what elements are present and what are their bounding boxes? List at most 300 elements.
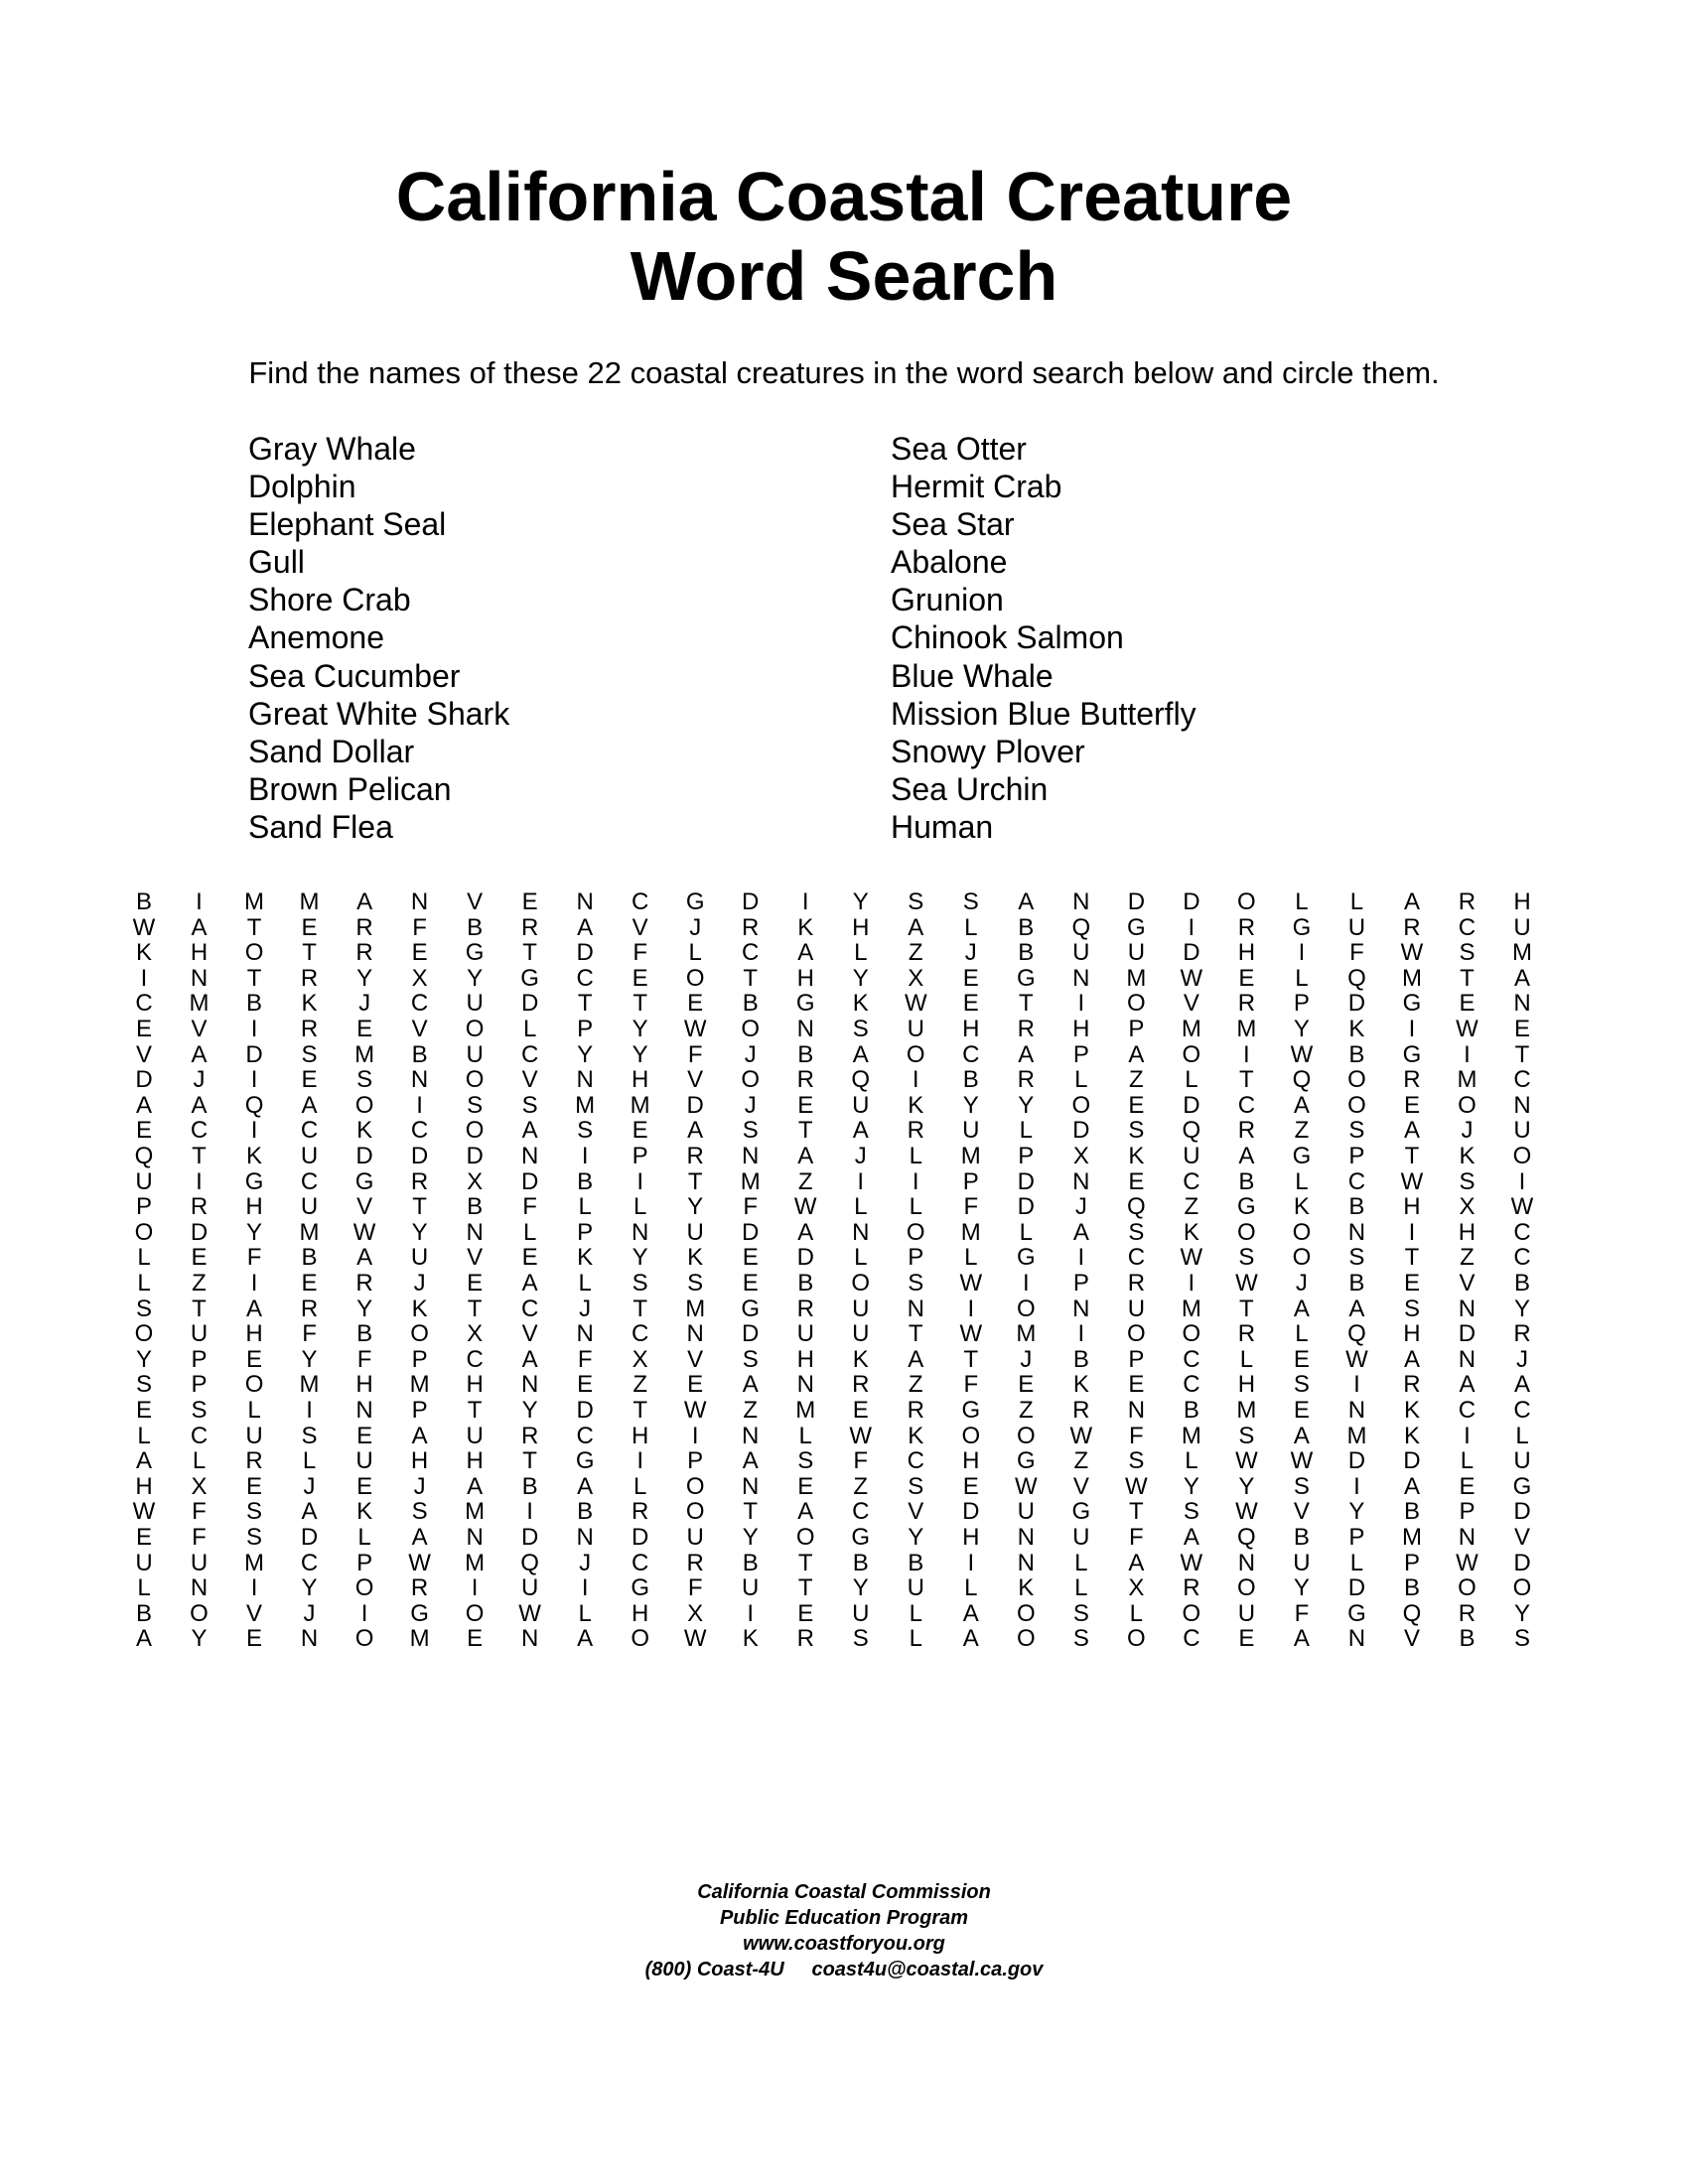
grid-letter: R [1237, 913, 1256, 941]
grid-letter: Y [577, 1040, 594, 1068]
grid-letter: O [1347, 1091, 1366, 1119]
grid-letter: Y [1018, 1091, 1035, 1119]
grid-letter: N [796, 1016, 814, 1042]
grid-letter: T [246, 964, 262, 992]
grid-letter: K [852, 1345, 869, 1373]
grid-letter: B [301, 1244, 318, 1272]
grid-letter: S [246, 1524, 263, 1551]
grid-letter: U [852, 1599, 870, 1627]
grid-letter: M [1401, 964, 1422, 992]
grid-letter: P [1403, 1549, 1420, 1576]
grid-letter: Y [632, 1016, 648, 1042]
grid-letter: S [135, 1295, 152, 1322]
grid-letter: S [356, 1066, 373, 1094]
grid-letter: C [576, 1422, 594, 1449]
grid-letter: R [1237, 990, 1256, 1018]
grid-letter: J [579, 1295, 592, 1322]
grid-letter: J [358, 990, 371, 1018]
grid-letter: W [1235, 1447, 1258, 1475]
grid-letter: G [851, 1524, 871, 1551]
grid-letter: P [411, 1345, 428, 1373]
grid-letter: O [1347, 1066, 1366, 1094]
grid-letter: T [302, 939, 317, 967]
grid-letter: A [962, 1625, 979, 1653]
grid-letter: M [1126, 964, 1147, 992]
grid-letter: I [1243, 1040, 1250, 1068]
footer-phone: (800) Coast-4U [644, 1959, 784, 1980]
grid-letter: O [1292, 1218, 1312, 1246]
word-item: Snowy Plover [891, 733, 1085, 769]
grid-letter: N [520, 1371, 539, 1399]
grid-letter: N [576, 888, 594, 915]
grid-letter: W [849, 1422, 873, 1449]
grid-letter: R [1458, 1599, 1477, 1627]
grid-letter: U [300, 1193, 319, 1221]
grid-letter: U [466, 1422, 484, 1449]
grid-letter: O [631, 1625, 649, 1653]
grid-letter: E [301, 1270, 318, 1297]
grid-letter: D [796, 1244, 814, 1272]
grid-letter: Y [356, 1295, 373, 1322]
grid-letter: P [1018, 1143, 1035, 1169]
grid-letter: A [135, 1091, 152, 1119]
grid-letter: A [797, 1218, 814, 1246]
footer-website: www.coastforyou.org [743, 1933, 945, 1955]
grid-letter: N [1458, 1295, 1477, 1322]
grid-letter: E [632, 964, 648, 992]
grid-letter: A [742, 1447, 759, 1475]
grid-letter: L [854, 1193, 868, 1221]
grid-letter: A [742, 1371, 759, 1399]
grid-letter: O [906, 1040, 925, 1068]
grid-letter: L [1129, 1599, 1144, 1627]
grid-letter: H [135, 1472, 153, 1500]
grid-letter: B [1018, 913, 1035, 941]
word-item: Brown Pelican [248, 770, 452, 807]
grid-letter: T [687, 1167, 703, 1195]
grid-letter: E [467, 1625, 484, 1653]
grid-letter: B [797, 1270, 814, 1297]
grid-letter: D [245, 1040, 263, 1068]
grid-letter: I [1464, 1422, 1471, 1449]
grid-letter: Y [852, 964, 869, 992]
grid-letter: U [742, 1574, 760, 1602]
grid-letter: R [355, 1270, 373, 1297]
grid-letter: O [1458, 1091, 1477, 1119]
grid-letter: Y [467, 964, 484, 992]
grid-letter: C [190, 1422, 209, 1449]
grid-letter: M [244, 888, 265, 915]
grid-letter: K [577, 1244, 594, 1272]
grid-letter: R [1237, 1320, 1256, 1348]
grid-letter: O [685, 1498, 705, 1526]
grid-letter: K [1403, 1422, 1420, 1449]
grid-letter: D [520, 1524, 539, 1551]
grid-letter: I [196, 1167, 203, 1195]
grid-letter: A [1348, 1295, 1365, 1322]
grid-letter: K [1128, 1143, 1145, 1169]
grid-letter: F [522, 1193, 537, 1221]
grid-letter: O [1458, 1574, 1477, 1602]
grid-letter: B [1403, 1498, 1420, 1526]
word-item: Sand Flea [248, 808, 393, 845]
grid-letter: X [411, 964, 428, 992]
grid-letter: T [908, 1320, 923, 1348]
grid-letter: Y [1348, 1498, 1365, 1526]
grid-letter: Z [1129, 1066, 1144, 1094]
grid-letter: S [908, 1270, 924, 1297]
grid-letter: U [1347, 913, 1366, 941]
grid-letter: Y [1513, 1599, 1530, 1627]
grid-letter: H [632, 1599, 649, 1627]
grid-letter: L [1295, 964, 1309, 992]
grid-letter: G [410, 1599, 429, 1627]
grid-letter: A [1018, 888, 1035, 915]
word-item: Grunion [891, 582, 1004, 618]
grid-letter: S [1128, 1218, 1145, 1246]
grid-letter: O [741, 1066, 761, 1094]
grid-letter: A [1403, 1117, 1420, 1145]
grid-letter: T [633, 990, 647, 1018]
grid-letter: M [465, 1549, 486, 1576]
grid-letter: B [1348, 1040, 1365, 1068]
grid-letter: A [797, 939, 814, 967]
grid-letter: N [190, 964, 209, 992]
grid-letter: E [962, 964, 979, 992]
grid-letter: S [1128, 1447, 1145, 1475]
grid-letter: F [577, 1345, 593, 1373]
grid-letter: P [577, 1016, 594, 1042]
grid-letter: S [1238, 1422, 1255, 1449]
grid-letter: M [685, 1295, 706, 1322]
grid-letter: L [633, 1193, 647, 1221]
grid-letter: F [356, 1345, 372, 1373]
grid-letter: E [1403, 1270, 1420, 1297]
grid-letter: U [796, 1320, 814, 1348]
grid-letter: M [299, 1218, 320, 1246]
grid-letter: S [1293, 1371, 1310, 1399]
grid-letter: E [356, 1472, 373, 1500]
grid-letter: N [742, 1472, 760, 1500]
grid-letter: I [801, 888, 809, 915]
grid-letter: U [907, 1016, 924, 1042]
grid-letter: W [1125, 1472, 1148, 1500]
word-item: Sea Otter [891, 431, 1027, 467]
grid-letter: O [134, 1218, 154, 1246]
grid-letter: Z [1018, 1397, 1034, 1424]
grid-letter: A [1403, 888, 1420, 915]
grid-letter: A [467, 1472, 484, 1500]
grid-letter: R [907, 1397, 924, 1424]
grid-letter: K [742, 1625, 759, 1653]
grid-letter: I [1408, 1016, 1416, 1042]
grid-letter: M [1236, 1397, 1257, 1424]
grid-letter: K [356, 1498, 373, 1526]
grid-letter: U [410, 1244, 429, 1272]
word-item: Hermit Crab [891, 469, 1062, 505]
grid-letter: E [135, 1117, 152, 1145]
grid-letter: U [1127, 1295, 1146, 1322]
grid-letter: O [1127, 1320, 1146, 1348]
grid-letter: W [1180, 964, 1203, 992]
grid-letter: Y [1513, 1295, 1530, 1322]
grid-letter: W [959, 1270, 983, 1297]
grid-letter: F [1349, 939, 1364, 967]
grid-letter: S [301, 1422, 318, 1449]
grid-letter: U [852, 1320, 870, 1348]
grid-letter: T [577, 990, 593, 1018]
grid-letter: B [1403, 1574, 1420, 1602]
grid-letter: S [1459, 1167, 1476, 1195]
grid-letter: I [140, 964, 148, 992]
grid-letter: P [1348, 1143, 1365, 1169]
grid-letter: T [1239, 1066, 1254, 1094]
grid-letter: J [193, 1066, 206, 1094]
grid-letter: E [742, 1270, 759, 1297]
grid-letter: C [300, 1167, 319, 1195]
grid-letter: B [135, 888, 152, 915]
grid-letter: L [909, 1193, 922, 1221]
grid-letter: E [521, 1244, 538, 1272]
grid-letter: H [410, 1447, 429, 1475]
grid-letter: C [907, 1447, 924, 1475]
grid-letter: U [1513, 1447, 1531, 1475]
grid-letter: C [1513, 1066, 1531, 1094]
grid-letter: A [301, 1091, 318, 1119]
grid-letter: I [636, 1167, 643, 1195]
grid-letter: N [852, 1218, 870, 1246]
grid-letter: I [581, 1143, 589, 1169]
grid-letter: K [687, 1244, 704, 1272]
grid-letter: K [356, 1117, 373, 1145]
grid-letter: Z [1184, 1193, 1199, 1221]
grid-letter: A [191, 913, 208, 941]
grid-letter: F [302, 1320, 317, 1348]
grid-letter: W [518, 1599, 541, 1627]
grid-letter: X [191, 1472, 208, 1500]
grid-letter: S [467, 1091, 484, 1119]
grid-letter: O [1127, 1625, 1146, 1653]
grid-letter: E [246, 1625, 263, 1653]
grid-letter: L [1019, 1218, 1033, 1246]
grid-letter: A [411, 1524, 428, 1551]
grid-letter: J [303, 1472, 316, 1500]
grid-letter: R [520, 913, 539, 941]
grid-letter: K [852, 990, 869, 1018]
grid-letter: X [467, 1167, 484, 1195]
grid-letter: L [1074, 1574, 1088, 1602]
grid-letter: F [853, 1447, 869, 1475]
grid-letter: B [1072, 1345, 1089, 1373]
grid-letter: H [1237, 1371, 1256, 1399]
grid-letter: T [1404, 1244, 1420, 1272]
grid-letter: O [1127, 990, 1146, 1018]
grid-letter: L [578, 1193, 592, 1221]
grid-letter: W [793, 1193, 817, 1221]
grid-letter: W [904, 990, 927, 1018]
grid-letter: O [465, 1016, 485, 1042]
grid-letter: C [300, 1117, 319, 1145]
grid-letter: C [1513, 1244, 1531, 1272]
grid-letter: P [687, 1447, 704, 1475]
grid-letter: V [632, 913, 648, 941]
grid-letter: V [1183, 990, 1199, 1018]
grid-letter: E [797, 1599, 814, 1627]
grid-letter: Y [191, 1625, 208, 1653]
grid-letter: S [852, 1625, 869, 1653]
grid-letter: Y [1293, 1574, 1310, 1602]
grid-letter: Q [134, 1143, 154, 1169]
grid-letter: N [410, 1066, 429, 1094]
grid-letter: M [1181, 1422, 1201, 1449]
grid-letter: I [967, 1295, 975, 1322]
grid-letter: Y [1183, 1472, 1199, 1500]
grid-letter: O [465, 1066, 485, 1094]
grid-letter: T [963, 1345, 979, 1373]
grid-letter: E [577, 1371, 594, 1399]
grid-letter: S [687, 1270, 704, 1297]
grid-letter: R [355, 913, 373, 941]
grid-letter: H [1237, 939, 1256, 967]
grid-letter: T [192, 1143, 207, 1169]
grid-letter: J [1074, 1193, 1087, 1221]
grid-letter: O [795, 1524, 815, 1551]
grid-letter: S [1183, 1498, 1199, 1526]
footer-org: California Coastal Commission [697, 1881, 991, 1903]
grid-letter: D [686, 1091, 704, 1119]
grid-letter: L [909, 1625, 922, 1653]
grid-letter: D [1072, 1117, 1090, 1145]
grid-letter: Y [852, 888, 869, 915]
grid-letter: G [520, 964, 539, 992]
grid-letter: V [1403, 1625, 1420, 1653]
grid-letter: I [1188, 913, 1196, 941]
grid-letter: N [190, 1574, 209, 1602]
grid-letter: U [1513, 1117, 1531, 1145]
grid-letter: T [1514, 1040, 1530, 1068]
word-item: Sand Dollar [248, 733, 415, 769]
grid-letter: A [1293, 1422, 1310, 1449]
grid-letter: O [134, 1320, 154, 1348]
grid-letter: G [465, 939, 485, 967]
grid-letter: J [689, 913, 702, 941]
grid-letter: N [742, 1143, 760, 1169]
grid-letter: U [355, 1447, 373, 1475]
grid-letter: L [1019, 1117, 1033, 1145]
grid-letter: D [1458, 1320, 1477, 1348]
grid-letter: H [355, 1371, 373, 1399]
grid-letter: T [797, 1117, 813, 1145]
grid-letter: N [796, 1371, 814, 1399]
grid-letter: W [352, 1218, 376, 1246]
grid-letter: J [964, 939, 977, 967]
grid-letter: Y [135, 1345, 152, 1373]
grid-letter: R [190, 1193, 209, 1221]
grid-letter: K [908, 1091, 924, 1119]
grid-letter: K [1403, 1397, 1420, 1424]
grid-letter: F [1294, 1599, 1310, 1627]
grid-letter: M [795, 1397, 816, 1424]
grid-letter: W [1456, 1549, 1478, 1576]
grid-letter: B [1183, 1397, 1199, 1424]
grid-letter: H [962, 1524, 980, 1551]
grid-letter: I [1464, 1040, 1471, 1068]
grid-letter: M [1181, 1016, 1201, 1042]
grid-letter: U [1072, 939, 1090, 967]
grid-letter: R [796, 1625, 814, 1653]
grid-letter: P [356, 1549, 373, 1576]
grid-letter: T [797, 1574, 813, 1602]
grid-letter: F [192, 1498, 207, 1526]
grid-letter: L [1349, 1549, 1364, 1576]
grid-letter: M [1346, 1422, 1367, 1449]
grid-letter: I [250, 1016, 258, 1042]
grid-letter: Q [520, 1549, 539, 1576]
grid-letter: M [575, 1091, 596, 1119]
grid-letter: L [1239, 1345, 1254, 1373]
grid-letter: G [1402, 990, 1422, 1018]
grid-letter: G [1512, 1472, 1532, 1500]
grid-letter: T [246, 913, 262, 941]
grid-letter: L [854, 1244, 868, 1272]
grid-letter: D [1347, 1574, 1366, 1602]
word-item: Chinook Salmon [891, 619, 1124, 656]
grid-letter: S [411, 1498, 428, 1526]
grid-letter: O [851, 1270, 871, 1297]
grid-letter: J [413, 1270, 426, 1297]
grid-letter: W [1345, 1345, 1368, 1373]
grid-letter: O [354, 1574, 374, 1602]
grid-letter: A [577, 1625, 594, 1653]
grid-letter: D [1127, 888, 1146, 915]
grid-letter: E [301, 1066, 318, 1094]
grid-letter: J [413, 1472, 426, 1500]
grid-letter: A [1513, 1371, 1530, 1399]
grid-letter: W [683, 1625, 707, 1653]
grid-letter: N [576, 1320, 594, 1348]
grid-letter: E [1128, 1371, 1145, 1399]
grid-letter: G [354, 1167, 374, 1195]
grid-letter: R [1403, 913, 1421, 941]
grid-letter: B [411, 1040, 428, 1068]
grid-letter: O [1512, 1574, 1532, 1602]
grid-letter: I [416, 1091, 423, 1119]
grid-letter: G [1016, 1447, 1036, 1475]
grid-letter: I [526, 1498, 533, 1526]
grid-letter: Z [1294, 1117, 1310, 1145]
grid-letter: R [410, 1167, 429, 1195]
grid-letter: E [411, 939, 428, 967]
grid-letter: N [1458, 1345, 1477, 1373]
grid-letter: V [467, 1244, 484, 1272]
grid-letter: Z [633, 1371, 647, 1399]
grid-letter: F [246, 1244, 262, 1272]
grid-letter: H [1403, 1193, 1421, 1221]
grid-letter: A [1293, 1625, 1310, 1653]
grid-letter: M [960, 1218, 981, 1246]
grid-letter: G [961, 1397, 981, 1424]
grid-letter: C [1513, 1397, 1531, 1424]
grid-letter: E [687, 1371, 704, 1399]
grid-letter: V [135, 1040, 152, 1068]
grid-letter: S [1072, 1625, 1089, 1653]
grid-letter: B [1513, 1270, 1530, 1297]
grid-letter: O [1016, 1625, 1036, 1653]
grid-letter: E [356, 1016, 373, 1042]
grid-letter: U [686, 1524, 704, 1551]
grid-letter: S [1513, 1625, 1530, 1653]
grid-letter: B [135, 1599, 152, 1627]
